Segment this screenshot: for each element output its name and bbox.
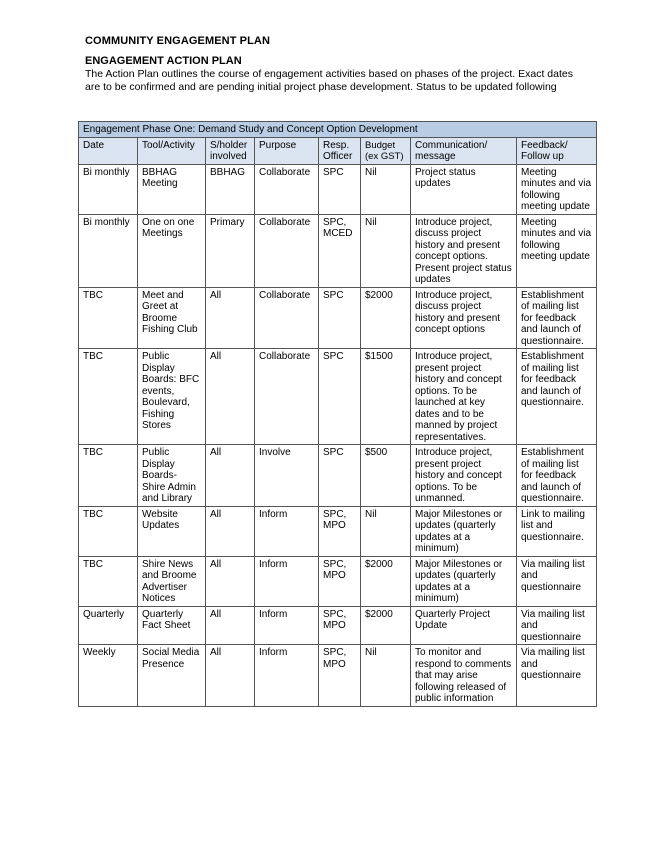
cell-purpose: Collaborate (255, 349, 319, 445)
cell-feedback: Via mailing list and questionnaire (517, 556, 597, 606)
cell-tool: Social Media Presence (138, 645, 206, 707)
cell-communication: Introduce project, discuss project history and present concept options. Present project status updates (411, 214, 517, 287)
table-row (79, 606, 597, 645)
cell-budget: $2000 (361, 606, 411, 645)
cell-budget: $1500 (361, 349, 411, 445)
cell-budget: $2000 (361, 287, 411, 349)
header-date: Date (79, 137, 138, 164)
header-communication: Communication/ message (411, 137, 517, 164)
table-row (79, 556, 597, 606)
section-title: ENGAGEMENT ACTION PLAN (85, 55, 242, 67)
cell-budget: Nil (361, 214, 411, 287)
cell-stakeholder: Primary (206, 214, 255, 287)
table-row (79, 287, 597, 349)
cell-tool: Meet and Greet at Broome Fishing Club (138, 287, 206, 349)
cell-resp: SPC (319, 349, 361, 445)
cell-communication: Introduce project, present project history and concept options. To be unmanned. (411, 445, 517, 507)
engagement-action-table (78, 121, 597, 707)
table-row (79, 214, 597, 287)
table-row (79, 164, 597, 214)
cell-budget: Nil (361, 164, 411, 214)
cell-feedback: Via mailing list and questionnaire (517, 606, 597, 645)
cell-purpose: Collaborate (255, 164, 319, 214)
cell-budget: Nil (361, 645, 411, 707)
cell-date: Quarterly (79, 606, 138, 645)
cell-purpose: Inform (255, 606, 319, 645)
cell-tool: Shire News and Broome Advertiser Notices (138, 556, 206, 606)
table-row (79, 349, 597, 445)
cell-tool: Public Display Boards- Shire Admin and Library (138, 445, 206, 507)
header-budget: Budget (ex GST) (361, 137, 411, 164)
table-row (79, 445, 597, 507)
cell-resp: SPC (319, 164, 361, 214)
cell-tool: Public Display Boards: BFC events, Boulevard, Fishing Stores (138, 349, 206, 445)
cell-tool: Quarterly Fact Sheet (138, 606, 206, 645)
cell-budget: $500 (361, 445, 411, 507)
cell-tool: BBHAG Meeting (138, 164, 206, 214)
cell-communication: Quarterly Project Update (411, 606, 517, 645)
cell-purpose: Inform (255, 556, 319, 606)
document-title: COMMUNITY ENGAGEMENT PLAN (85, 35, 271, 47)
cell-feedback: Meeting minutes and via following meeting update (517, 214, 597, 287)
cell-date: Bi monthly (79, 164, 138, 214)
cell-feedback: Establishment of mailing list for feedback and launch of questionnaire. (517, 287, 597, 349)
cell-communication: Project status updates (411, 164, 517, 214)
cell-date: Bi monthly (79, 214, 138, 287)
cell-tool: Website Updates (138, 506, 206, 556)
cell-stakeholder: All (206, 445, 255, 507)
intro-paragraph: The Action Plan outlines the course of engagement activities based on phases of the project. Exact dates are to be confirmed and are pending initial project phase development. Status to be updated following (85, 68, 573, 93)
cell-stakeholder: All (206, 606, 255, 645)
cell-resp: SPC (319, 445, 361, 507)
cell-stakeholder: All (206, 645, 255, 707)
cell-resp: SPC, MPO (319, 506, 361, 556)
phase-title: Engagement Phase One: Demand Study and Concept Option Development (79, 122, 597, 138)
cell-date: TBC (79, 349, 138, 445)
cell-stakeholder: All (206, 506, 255, 556)
cell-date: TBC (79, 287, 138, 349)
cell-stakeholder: BBHAG (206, 164, 255, 214)
cell-resp: SPC, MPO (319, 645, 361, 707)
header-feedback: Feedback/ Follow up (517, 137, 597, 164)
cell-feedback: Via mailing list and questionnaire (517, 645, 597, 707)
cell-purpose: Inform (255, 506, 319, 556)
header-purpose: Purpose (255, 137, 319, 164)
cell-date: TBC (79, 506, 138, 556)
cell-feedback: Link to mailing list and questionnaire. (517, 506, 597, 556)
cell-communication: Major Milestones or updates (quarterly updates at a minimum) (411, 506, 517, 556)
cell-resp: SPC, MPO (319, 556, 361, 606)
table-row (79, 506, 597, 556)
cell-communication: Introduce project, discuss project history and present concept options (411, 287, 517, 349)
cell-date: TBC (79, 445, 138, 507)
header-tool-activity: Tool/Activity (138, 137, 206, 164)
phase-header-row (79, 122, 597, 138)
header-resp-officer: Resp. Officer (319, 137, 361, 164)
cell-communication: Introduce project, present project history and concept options. To be launched at key dates and to be manned by project representatives. (411, 349, 517, 445)
cell-budget: Nil (361, 506, 411, 556)
cell-resp: SPC, MPO (319, 606, 361, 645)
cell-stakeholder: All (206, 556, 255, 606)
cell-resp: SPC (319, 287, 361, 349)
table-row (79, 645, 597, 707)
cell-purpose: Collaborate (255, 214, 319, 287)
cell-tool: One on one Meetings (138, 214, 206, 287)
cell-communication: Major Milestones or updates (quarterly updates at a minimum) (411, 556, 517, 606)
cell-stakeholder: All (206, 287, 255, 349)
cell-purpose: Inform (255, 645, 319, 707)
cell-feedback: Establishment of mailing list for feedback and launch of questionnaire. (517, 445, 597, 507)
cell-stakeholder: All (206, 349, 255, 445)
cell-feedback: Meeting minutes and via following meeting update (517, 164, 597, 214)
cell-date: TBC (79, 556, 138, 606)
column-header-row (79, 137, 597, 164)
cell-purpose: Collaborate (255, 287, 319, 349)
cell-date: Weekly (79, 645, 138, 707)
header-stakeholder: S/holder involved (206, 137, 255, 164)
cell-feedback: Establishment of mailing list for feedback and launch of questionnaire. (517, 349, 597, 445)
cell-resp: SPC, MCED (319, 214, 361, 287)
cell-purpose: Involve (255, 445, 319, 507)
cell-communication: To monitor and respond to comments that may arise following released of public information (411, 645, 517, 707)
cell-budget: $2000 (361, 556, 411, 606)
